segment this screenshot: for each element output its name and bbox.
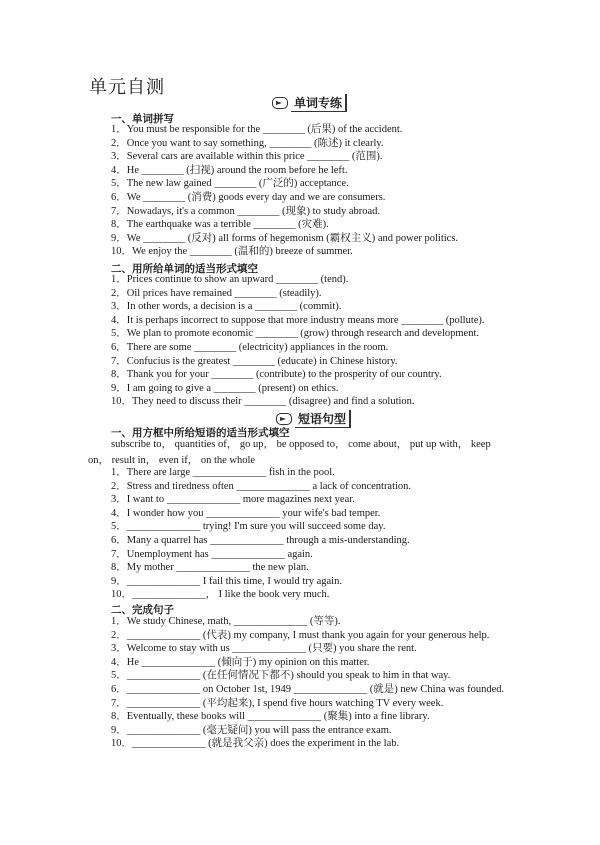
- question-list-complete-sentences: [111, 615, 551, 751]
- phrase-box: [88, 437, 558, 469]
- arrow-icon: [276, 413, 292, 425]
- question-item: 1．We study Chinese, math, ______________ (等等).: [111, 616, 341, 627]
- question-item: 2．______________ (代表) my company, I must thank you again for your generous help.: [111, 629, 490, 641]
- question-item: 2．Oil prices have remained ________ (steadily).: [111, 287, 322, 299]
- question-item: 1．There are large ______________ fish in the pool.: [111, 467, 335, 478]
- question-item: 9．We ________ (反对) all forms of hegemonism (霸权主义) and power politics.: [111, 232, 459, 244]
- question-item: 2．Once you want to say something, ________ (陈述) it clearly.: [111, 137, 384, 149]
- question-item: 2．Stress and tiredness often ______________ a lack of concentration.: [111, 480, 412, 492]
- question-item: 6．______________ on October 1st, 1949 ______________ (就是) new China was founded.: [111, 683, 505, 695]
- question-item: 7．Unemployment has ______________ again.: [111, 548, 313, 560]
- section-heading-complete-sentences: 二、完成句子: [111, 604, 174, 616]
- arrow-icon: [272, 97, 288, 109]
- question-item: 3．I want to ______________ more magazines next year.: [111, 494, 355, 506]
- question-item: 10．______________ (就是我父亲) does the experiment in the lab.: [111, 738, 400, 750]
- question-item: 5．We plan to promote economic ________ (grow) through research and development.: [111, 328, 480, 340]
- question-item: 8．The earthquake was a terrible ________ (灾难).: [111, 219, 329, 231]
- question-item: 3．Welcome to stay with us ______________ (只要) you share the rent.: [111, 643, 417, 655]
- question-item: 5．______________ trying! I'm sure you will succeed some day.: [111, 521, 386, 533]
- question-item: 4．It is perhaps incorrect to suppose that more industry means more ________ (pollute).: [111, 314, 485, 326]
- question-item: 3．Several cars are available within this price ________ (范围).: [111, 151, 383, 163]
- question-item: 9．______________ (毫无疑问) you will pass the entrance exam.: [111, 724, 392, 736]
- question-item: 4．He ______________ (倾向于) my opinion on this matter.: [111, 656, 370, 668]
- question-item: 3．In other words, a decision is a ________ (commit).: [111, 301, 342, 313]
- question-item: 8．Eventually, these books will ______________ (聚集) into a fine library.: [111, 711, 430, 723]
- section-heading-phrase-fill: 一、用方框中所给短语的适当形式填空: [111, 427, 290, 439]
- question-list-spelling: [111, 123, 551, 259]
- question-item: 7．Confucius is the greatest ________ (educate) in Chinese history.: [111, 355, 398, 367]
- question-item: 6．We ________ (消费) goods every day and we are consumers.: [111, 191, 386, 203]
- question-item: 1．Prices continue to show an upward ________ (tend).: [111, 274, 349, 285]
- question-item: 6．There are some ________ (electricity) appliances in the room.: [111, 341, 389, 353]
- question-item: 10．They need to discuss their ________ (disagree) and find a solution.: [111, 396, 415, 408]
- question-list-word-forms: [111, 273, 551, 409]
- question-item: 9．I am going to give a ________ (present) on ethics.: [111, 382, 339, 394]
- question-list-phrase-fill: [111, 466, 551, 602]
- question-item: 10．______________， I like the book very much.: [111, 589, 330, 601]
- question-item: 9．______________ I fail this time, I would try again.: [111, 575, 342, 587]
- question-item: 5．The new law gained ________ (广泛的) acceptance.: [111, 178, 349, 190]
- section-heading-spelling: 一、单词拼写: [111, 113, 174, 125]
- banner-label: 单词专练: [291, 94, 347, 112]
- question-item: 7．______________ (平均起来), I spend five hours watching TV every week.: [111, 697, 444, 709]
- page-title: 单元自测: [89, 77, 165, 97]
- phrase-line: on， result in， even if， on the whole: [88, 455, 256, 466]
- question-item: 5．______________ (在任何情况下都不) should you speak to him in that way.: [111, 670, 451, 682]
- question-item: 8．My mother ______________ the new plan.: [111, 562, 309, 574]
- question-item: 10．We enjoy the ________ (温和的) breeze of summer.: [111, 246, 353, 258]
- section-heading-word-forms: 二、用所给单词的适当形式填空: [111, 263, 258, 275]
- question-item: 7．Nowadays, it's a common ________ (现象) to study abroad.: [111, 205, 381, 217]
- question-item: 4．He ________ (扫视) around the room before he left.: [111, 164, 348, 176]
- section-banner-vocabulary: [272, 94, 347, 112]
- banner-label: 短语句型: [295, 410, 351, 428]
- phrase-line: subscribe to， quantities of， go up， be opposed to， come about， put up with， keep: [111, 439, 491, 450]
- question-item: 8．Thank you for your ________ (contribute) to the prosperity of our country.: [111, 369, 442, 381]
- question-item: 6．Many a quarrel has ______________ through a mis-understanding.: [111, 534, 410, 546]
- question-item: 4．I wonder how you ______________ your wife's bad temper.: [111, 507, 381, 519]
- question-item: 1．You must be responsible for the ________ (后果) of the accident.: [111, 124, 403, 135]
